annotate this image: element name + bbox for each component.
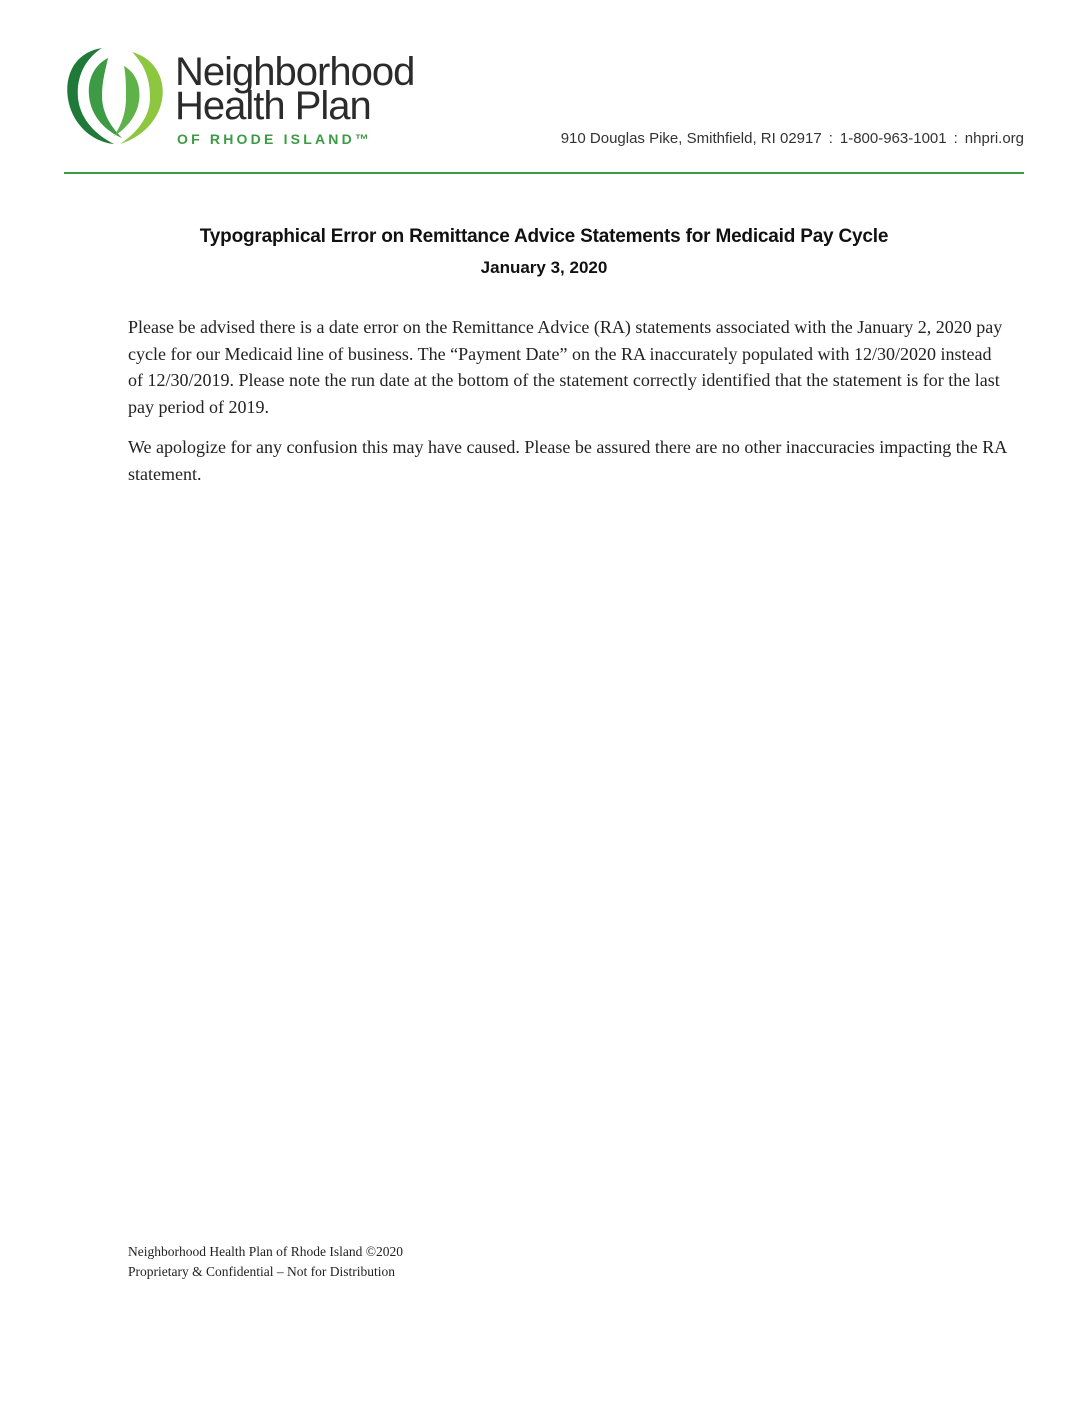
website-link[interactable]: nhpri.org: [964, 130, 1024, 147]
brand-name-line2: Health Plan: [175, 84, 371, 128]
document-title: Typographical Error on Remittance Advice Statements for Medicaid Pay Cycle: [199, 226, 889, 247]
separator: :: [953, 130, 958, 147]
body-paragraph: Please be advised there is a date error on the Remittance Advice (RA) statements associated with the January 2, 2020 pay cycle for our Medicaid line of business. The “Payment Date” on the RA inaccurately populated with 12/30/2020 instead of 12/30/2019. Please note the run date at the bottom of the statement correctly identified that the statement is for the last pay period of 2019.: [128, 317, 1003, 417]
letterhead: [0, 0, 1088, 180]
brand-subtitle: OF RHODE ISLAND™: [177, 131, 373, 147]
separator: :: [828, 130, 833, 147]
body-paragraph: We apologize for any confusion this may have caused. Please be assured there are no other inaccuracies impacting the RA statement.: [128, 437, 1007, 484]
document-body: [128, 314, 1008, 501]
copyright-line: Neighborhood Health Plan of Rhode Island ©2020: [128, 1244, 403, 1259]
contact-info: [561, 130, 1024, 147]
confidentiality-line: Proprietary & Confidential – Not for Distribution: [128, 1264, 395, 1279]
phone-number: 1-800-963-1001: [839, 130, 947, 147]
brand-name-line1: Neighborhood: [175, 50, 415, 94]
header-divider: [64, 172, 1024, 174]
document-date: January 3, 2020: [480, 258, 608, 277]
document-footer: [128, 1242, 728, 1282]
heart-swirl-logo-icon: [62, 44, 168, 148]
address: 910 Douglas Pike, Smithfield, RI 02917: [560, 130, 822, 147]
